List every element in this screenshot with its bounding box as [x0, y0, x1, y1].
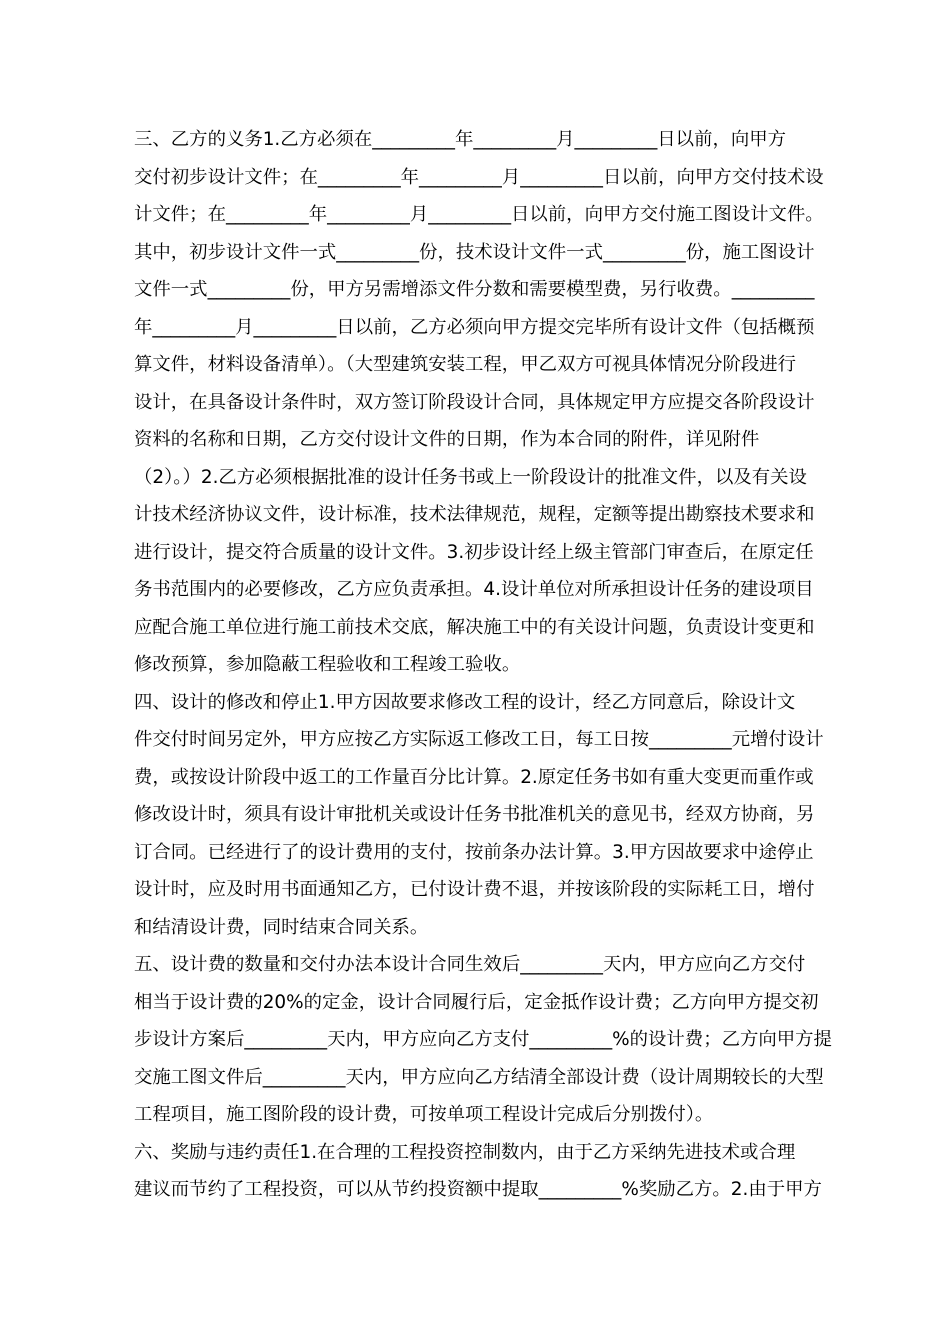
text-line: （2）。）2.乙方必须根据批准的设计任务书或上一阶段设计的批准文件，以及有关设 [134, 466, 807, 488]
text-line: 五、设计费的数量和交付办法本设计合同生效后_________天内，甲方应向乙方交付 [134, 954, 806, 975]
text-line: 四、设计的修改和停止1.甲方因故要求修改工程的设计，经乙方同意后，除设计文 [134, 691, 796, 713]
text-line: 订合同。已经进行了的设计费用的支付，按前条办法计算。3.甲方因故要求中途停止 [134, 841, 814, 863]
text-line: 设计，在具备设计条件时，双方签订阶段设计合同，具体规定甲方应提交各阶段设计 [134, 391, 815, 413]
text-line: 和结清设计费，同时结束合同关系。 [134, 916, 429, 938]
text-line: 工程项目，施工图阶段的设计费，可按单项工程设计完成后分别拨付）。 [134, 1104, 714, 1125]
text-line: 交施工图文件后_________天内，甲方应向乙方结清全部设计费（设计周期较长的大型 [134, 1066, 824, 1088]
text-line: 文件一式_________份，甲方另需增添文件分数和需要模型费，另行收费。_________ [134, 279, 815, 300]
paragraph-design-fee [116, 946, 837, 1134]
text-line: 三、乙方的义务1.乙方必须在_________年_________月_________日以前，向甲方 [134, 129, 787, 150]
text-line: 年_________月_________日以前，乙方必须向甲方提交完毕所有设计文件（包括概预 [134, 316, 815, 338]
text-line: 算文件，材料设备清单）。（大型建筑安装工程，甲乙双方可视具体情况分阶段进行 [134, 354, 797, 375]
text-line: 修改预算，参加隐蔽工程验收和工程竣工验收。 [134, 654, 521, 675]
contract-body [116, 121, 837, 1209]
paragraph-design-modification [116, 684, 837, 947]
text-line: 进行设计，提交符合质量的设计文件。3.初步设计经上级主管部门审查后，在原定任 [134, 541, 814, 563]
text-line: 其中，初步设计文件一式_________份，技术设计文件一式_________份，施工图设计 [134, 241, 815, 263]
text-line: 设计时，应及时用书面通知乙方，已付设计费不退，并按该阶段的实际耗工日，增付 [134, 879, 815, 900]
text-line: 计技术经济协议文件，设计标准，技术法律规范，规程，定额等提出勘察技术要求和 [134, 504, 815, 525]
text-line: 费，或按设计阶段中返工的工作量百分比计算。2.原定任务书如有重大变更而重作或 [134, 766, 814, 788]
text-line: 六、奖励与违约责任1.在合理的工程投资控制数内，由于乙方采纳先进技术或合理 [134, 1141, 796, 1163]
text-line: 修改设计时，须具有设计审批机关或设计任务书批准机关的意见书，经双方协商，另 [134, 804, 815, 825]
text-line: 计文件；在_________年_________月_________日以前，向甲方交付施工图设计文件。 [134, 204, 824, 225]
text-line: 应配合施工单位进行施工前技术交底，解决施工中的有关设计问题，负责设计变更和 [134, 616, 815, 638]
text-line: 步设计方案后_________天内，甲方应向乙方支付_________%的设计费；乙方向甲方提 [134, 1029, 832, 1050]
paragraph-party-b-obligations [116, 121, 837, 684]
text-line: 交付初步设计文件；在_________年_________月_________日以前，向甲方交付技术设 [134, 166, 824, 188]
text-line: 件交付时间另定外，甲方应按乙方实际返工修改工日，每工日按_________元增付设计 [134, 729, 824, 750]
text-line: 资料的名称和日期，乙方交付设计文件的日期，作为本合同的附件，详见附件 [134, 429, 760, 450]
text-line: 务书范围内的必要修改，乙方应负责承担。4.设计单位对所承担设计任务的建设项目 [134, 579, 814, 600]
paragraph-rewards-penalties [116, 1134, 837, 1209]
text-line: 相当于设计费的20%的定金，设计合同履行后，定金抵作设计费；乙方向甲方提交初 [134, 991, 819, 1013]
text-line: 建议而节约了工程投资，可以从节约投资额中提取_________%奖励乙方。2.由于甲方 [134, 1179, 822, 1200]
